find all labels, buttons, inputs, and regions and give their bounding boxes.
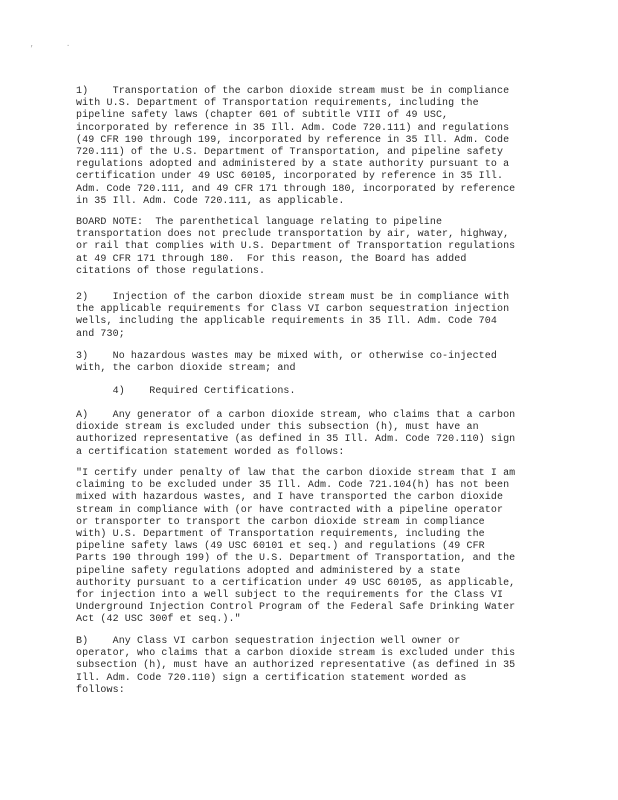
scan-mark: , [30,41,35,49]
paragraph-item-b [76,636,556,697]
text-line: or rail that complies with U.S. Department of Transportation regulations [76,241,516,253]
text-line: Adm. Code 720.111, and 49 CFR 171 through 180, incorporated by reference [76,183,516,195]
text-line: 1) Transportation of the carbon dioxide stream must be in compliance [76,86,510,97]
text-line: a certification statement worded as follows: [76,446,345,458]
text-line: with U.S. Department of Transportation requirements, including the [76,98,479,110]
scan-mark: . [66,41,71,49]
text-line: Parts 190 through 199) of the U.S. Department of Transportation, and the [76,553,516,565]
certification-statement [76,468,556,627]
text-line: BOARD NOTE: The parenthetical language relating to pipeline [76,217,443,228]
text-line: at 49 CFR 171 through 180. For this reason, the Board has added [76,253,467,265]
text-line: 720.111) of the U.S. Department of Transportation, and pipeline safety [76,147,504,159]
paragraph-item-3 [76,351,556,375]
text-line: with, the carbon dioxide stream; and [76,363,296,375]
text-line: 3) No hazardous wastes may be mixed with, or otherwise co-injected [76,351,497,362]
text-line: claiming to be excluded under 35 Ill. Adm. Code 721.104(h) has not been [76,480,510,492]
text-line: regulations adopted and administered by a state authority pursuant to a [76,159,510,171]
text-line: mixed with hazardous wastes, and I have transported the carbon dioxide [76,492,504,504]
text-line: (49 CFR 190 through 199, incorporated by reference in 35 Ill. Adm. Code [76,134,510,146]
text-line: "I certify under penalty of law that the carbon dioxide stream that I am [76,468,516,479]
text-line: for injection into a well subject to the requirements for the Class VI [76,590,504,602]
text-line: wells, including the applicable requirements in 35 Ill. Adm. Code 704 [76,316,497,328]
text-line: pipeline safety laws (chapter 601 of subtitle VIII of 49 USC, [76,110,449,122]
text-line: Act (42 USC 300f et seq.)." [76,614,241,626]
paragraph-item-1 [76,86,556,208]
text-line: A) Any generator of a carbon dioxide stream, who claims that a carbon [76,410,516,421]
paragraph-item-a [76,410,556,459]
text-line: pipeline safety laws (49 USC 60101 et seq.) and regulations (49 CFR [76,541,485,553]
text-line: transportation does not preclude transportation by air, water, highway, [76,229,510,241]
text-line: authorized representative (as defined in 35 Ill. Adm. Code 720.110) sign [76,434,516,446]
text-line: the applicable requirements for Class VI carbon sequestration injection [76,304,510,316]
text-line: 4) Required Certifications. [76,386,296,397]
text-line: authority pursuant to a certification under 49 USC 60105, as applicable, [76,577,516,589]
text-line: follows: [76,684,125,696]
text-line: pipeline safety regulations adopted and administered by a state [76,565,461,577]
text-line: subsection (h), must have an authorized representative (as defined in 35 [76,660,516,672]
paragraph-item-2 [76,292,556,341]
text-line: or transporter to transport the carbon dioxide stream in compliance [76,516,485,528]
text-line: B) Any Class VI carbon sequestration injection well owner or [76,636,461,647]
text-line: 2) Injection of the carbon dioxide stream must be in compliance with [76,292,510,303]
text-line: dioxide stream is excluded under this subsection (h), must have an [76,422,479,434]
text-line: certification under 49 USC 60105, incorporated by reference in 35 Ill. [76,171,504,183]
text-line: and 730; [76,328,125,340]
board-note [76,217,556,278]
text-line: Underground Injection Control Program of the Federal Safe Drinking Water [76,602,516,614]
text-line: incorporated by reference in 35 Ill. Adm. Code 720.111) and regulations [76,122,510,134]
text-line: Ill. Adm. Code 720.110) sign a certification statement worded as [76,672,467,684]
text-line: in 35 Ill. Adm. Code 720.111, as applicable. [76,195,345,207]
section-heading-required-certifications [76,386,556,398]
text-line: operator, who claims that a carbon dioxide stream is excluded under this [76,648,516,660]
text-line: stream in compliance with (or have contracted with a pipeline operator [76,504,504,516]
text-line: citations of those regulations. [76,265,266,277]
text-line: with) U.S. Department of Transportation requirements, including the [76,529,485,541]
